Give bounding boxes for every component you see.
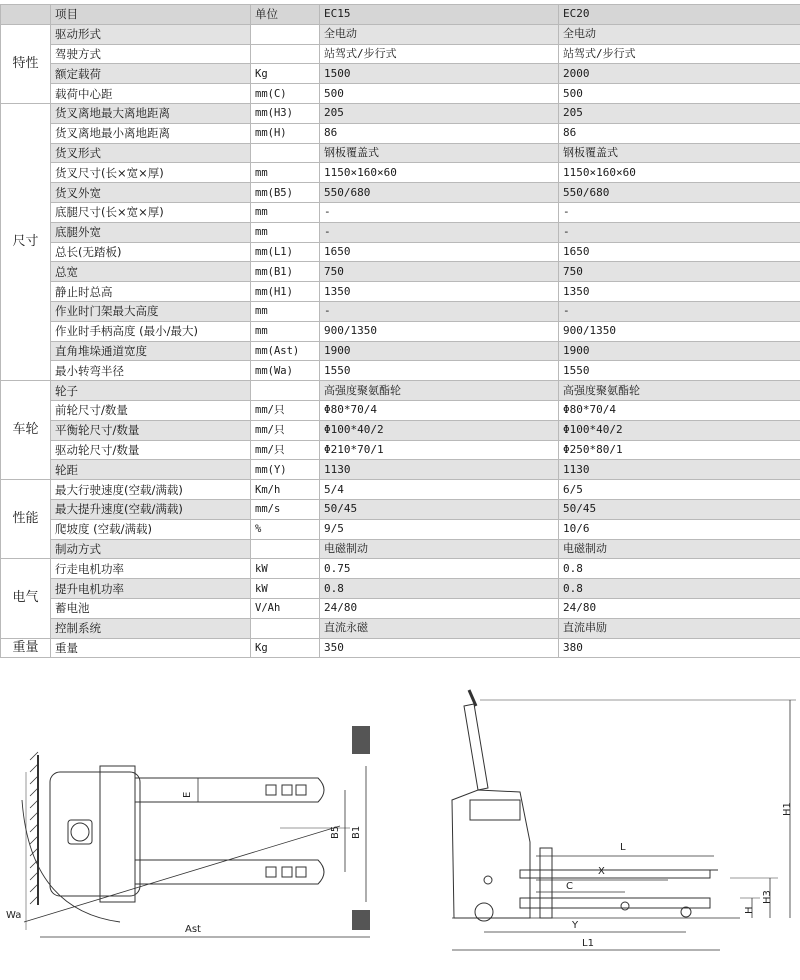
unit-cell: mm(Ast) (251, 341, 320, 361)
header-item: 项目 (51, 5, 251, 25)
table-row (1, 341, 800, 361)
label-l1: L1 (582, 938, 594, 949)
ec20-value: 1130 (559, 460, 800, 480)
ec15-value: 750 (320, 262, 559, 282)
unit-cell: mm (251, 222, 320, 242)
table-row (1, 24, 800, 44)
ec15-value: 500 (320, 84, 559, 104)
top-view-diagram (22, 726, 370, 937)
ec15-value: 站驾式/步行式 (320, 44, 559, 64)
label-l: L (620, 842, 626, 853)
label-y: Y (572, 920, 579, 931)
ec15-value: 550/680 (320, 183, 559, 203)
ec15-value: 5/4 (320, 480, 559, 500)
header-ec15: EC15 (320, 5, 559, 25)
unit-cell: mm(Wa) (251, 361, 320, 381)
table-row (1, 480, 800, 500)
unit-cell: mm/只 (251, 440, 320, 460)
unit-cell: mm(L1) (251, 242, 320, 262)
unit-cell: mm/s (251, 499, 320, 519)
unit-cell (251, 24, 320, 44)
ec20-value: - (559, 202, 800, 222)
label-h1: H1 (782, 802, 793, 816)
ec20-value: - (559, 301, 800, 321)
item-cell: 作业时手柄高度 (最小/最大) (51, 321, 251, 341)
ec20-value: 900/1350 (559, 321, 800, 341)
unit-cell: Kg (251, 638, 320, 658)
item-cell: 轮子 (51, 381, 251, 401)
ec20-value: 50/45 (559, 499, 800, 519)
item-cell: 底腿尺寸(长×宽×厚) (51, 202, 251, 222)
table-row (1, 183, 800, 203)
header-corner (1, 5, 51, 25)
item-cell: 重量 (51, 638, 251, 658)
label-h: H (744, 906, 755, 914)
unit-cell: mm(B5) (251, 183, 320, 203)
ec20-value: 1350 (559, 282, 800, 302)
table-row (1, 321, 800, 341)
category-label: 重量 (1, 638, 51, 658)
dimension-diagrams (0, 660, 800, 980)
label-x: X (598, 866, 605, 877)
table-row (1, 381, 800, 401)
label-c: C (566, 881, 573, 892)
item-cell: 额定载荷 (51, 64, 251, 84)
item-cell: 爬坡度 (空载/满载) (51, 519, 251, 539)
item-cell: 作业时门架最大高度 (51, 301, 251, 321)
item-cell: 驱动形式 (51, 24, 251, 44)
category-label: 尺寸 (1, 103, 51, 380)
table-row (1, 242, 800, 262)
ec15-value: 高强度聚氨酯轮 (320, 381, 559, 401)
ec15-value: Φ210*70/1 (320, 440, 559, 460)
ec15-value: 1900 (320, 341, 559, 361)
ec15-value: 900/1350 (320, 321, 559, 341)
table-row (1, 420, 800, 440)
table-row (1, 282, 800, 302)
unit-cell (251, 381, 320, 401)
item-cell: 货叉外宽 (51, 183, 251, 203)
ec20-value: Φ100*40/2 (559, 420, 800, 440)
unit-cell: mm(Y) (251, 460, 320, 480)
ec15-value: 9/5 (320, 519, 559, 539)
ec20-value: 380 (559, 638, 800, 658)
table-row (1, 559, 800, 579)
ec15-value: 205 (320, 103, 559, 123)
item-cell: 总宽 (51, 262, 251, 282)
ec15-value: 1500 (320, 64, 559, 84)
unit-cell: mm (251, 321, 320, 341)
ec20-value: 1550 (559, 361, 800, 381)
header-ec20: EC20 (559, 5, 800, 25)
item-cell: 货叉形式 (51, 143, 251, 163)
label-h3: H3 (762, 890, 773, 904)
unit-cell: mm(B1) (251, 262, 320, 282)
table-row (1, 598, 800, 618)
label-b1: B1 (351, 825, 362, 839)
unit-cell (251, 143, 320, 163)
unit-cell: mm (251, 301, 320, 321)
ec20-value: 500 (559, 84, 800, 104)
header-unit: 单位 (251, 5, 320, 25)
category-label: 性能 (1, 480, 51, 559)
ec20-value: - (559, 222, 800, 242)
ec20-value: 直流串励 (559, 618, 800, 638)
ec15-value: 1550 (320, 361, 559, 381)
item-cell: 前轮尺寸/数量 (51, 400, 251, 420)
ec15-value: Φ80*70/4 (320, 400, 559, 420)
ec15-value: 钢板覆盖式 (320, 143, 559, 163)
unit-cell: Kg (251, 64, 320, 84)
unit-cell: mm(H) (251, 123, 320, 143)
table-row (1, 579, 800, 599)
item-cell: 行走电机功率 (51, 559, 251, 579)
unit-cell: mm (251, 202, 320, 222)
ec15-value: 1350 (320, 282, 559, 302)
ec20-value: 205 (559, 103, 800, 123)
ec15-value: - (320, 202, 559, 222)
item-cell: 底腿外宽 (51, 222, 251, 242)
ec20-value: 86 (559, 123, 800, 143)
ec15-value: 86 (320, 123, 559, 143)
item-cell: 轮距 (51, 460, 251, 480)
ec15-value: 0.75 (320, 559, 559, 579)
table-row (1, 539, 800, 559)
ec20-value: 1900 (559, 341, 800, 361)
item-cell: 蓄电池 (51, 598, 251, 618)
unit-cell: mm(H3) (251, 103, 320, 123)
ec20-value: 10/6 (559, 519, 800, 539)
unit-cell: mm(C) (251, 84, 320, 104)
category-label: 电气 (1, 559, 51, 638)
unit-cell: mm/只 (251, 400, 320, 420)
item-cell: 最小转弯半径 (51, 361, 251, 381)
table-row (1, 103, 800, 123)
item-cell: 提升电机功率 (51, 579, 251, 599)
unit-cell: % (251, 519, 320, 539)
unit-cell (251, 618, 320, 638)
table-row (1, 44, 800, 64)
label-e: E (182, 791, 193, 798)
item-cell: 最大行驶速度(空载/满载) (51, 480, 251, 500)
ec20-value: Φ250*80/1 (559, 440, 800, 460)
table-row (1, 222, 800, 242)
item-cell: 最大提升速度(空载/满载) (51, 499, 251, 519)
ec15-value: Φ100*40/2 (320, 420, 559, 440)
ec20-value: 站驾式/步行式 (559, 44, 800, 64)
spec-table (0, 4, 800, 658)
table-row (1, 202, 800, 222)
item-cell: 载荷中心距 (51, 84, 251, 104)
table-row (1, 143, 800, 163)
category-label: 车轮 (1, 381, 51, 480)
ec20-value: 750 (559, 262, 800, 282)
ec15-value: - (320, 222, 559, 242)
ec20-value: Φ80*70/4 (559, 400, 800, 420)
table-row (1, 618, 800, 638)
unit-cell: V/Ah (251, 598, 320, 618)
ec15-value: 50/45 (320, 499, 559, 519)
ec15-value: 1150×160×60 (320, 163, 559, 183)
item-cell: 直角堆垛通道宽度 (51, 341, 251, 361)
label-wa: Wa (6, 910, 22, 921)
table-row (1, 519, 800, 539)
ec20-value: 1150×160×60 (559, 163, 800, 183)
ec15-value: 1650 (320, 242, 559, 262)
unit-cell: mm/只 (251, 420, 320, 440)
ec20-value: 6/5 (559, 480, 800, 500)
unit-cell: mm (251, 163, 320, 183)
ec15-value: 1130 (320, 460, 559, 480)
ec15-value: 电磁制动 (320, 539, 559, 559)
item-cell: 总长(无踏板) (51, 242, 251, 262)
table-row (1, 262, 800, 282)
unit-cell: kW (251, 559, 320, 579)
table-row (1, 440, 800, 460)
table-row (1, 499, 800, 519)
ec15-value: - (320, 301, 559, 321)
table-row (1, 638, 800, 658)
header-row (1, 5, 800, 25)
ec20-value: 550/680 (559, 183, 800, 203)
item-cell: 货叉尺寸(长×宽×厚) (51, 163, 251, 183)
label-b5: B5 (330, 825, 341, 839)
table-row (1, 361, 800, 381)
table-row (1, 460, 800, 480)
ec20-value: 1650 (559, 242, 800, 262)
unit-cell: kW (251, 579, 320, 599)
table-row (1, 400, 800, 420)
unit-cell (251, 539, 320, 559)
table-row (1, 84, 800, 104)
ec15-value: 350 (320, 638, 559, 658)
item-cell: 货叉离地最大离地距离 (51, 103, 251, 123)
item-cell: 货叉离地最小离地距离 (51, 123, 251, 143)
category-label: 特性 (1, 24, 51, 103)
table-row (1, 64, 800, 84)
ec15-value: 全电动 (320, 24, 559, 44)
table-row (1, 123, 800, 143)
ec20-value: 钢板覆盖式 (559, 143, 800, 163)
item-cell: 控制系统 (51, 618, 251, 638)
ec20-value: 全电动 (559, 24, 800, 44)
ec20-value: 0.8 (559, 579, 800, 599)
item-cell: 制动方式 (51, 539, 251, 559)
ec20-value: 0.8 (559, 559, 800, 579)
item-cell: 静止时总高 (51, 282, 251, 302)
ec15-value: 直流永磁 (320, 618, 559, 638)
ec20-value: 电磁制动 (559, 539, 800, 559)
item-cell: 平衡轮尺寸/数量 (51, 420, 251, 440)
unit-cell: mm(H1) (251, 282, 320, 302)
ec20-value: 2000 (559, 64, 800, 84)
label-ast: Ast (185, 924, 201, 935)
item-cell: 驾驶方式 (51, 44, 251, 64)
unit-cell (251, 44, 320, 64)
table-row (1, 163, 800, 183)
table-row (1, 301, 800, 321)
ec15-value: 0.8 (320, 579, 559, 599)
item-cell: 驱动轮尺寸/数量 (51, 440, 251, 460)
ec20-value: 24/80 (559, 598, 800, 618)
ec15-value: 24/80 (320, 598, 559, 618)
unit-cell: Km/h (251, 480, 320, 500)
ec20-value: 高强度聚氨酯轮 (559, 381, 800, 401)
